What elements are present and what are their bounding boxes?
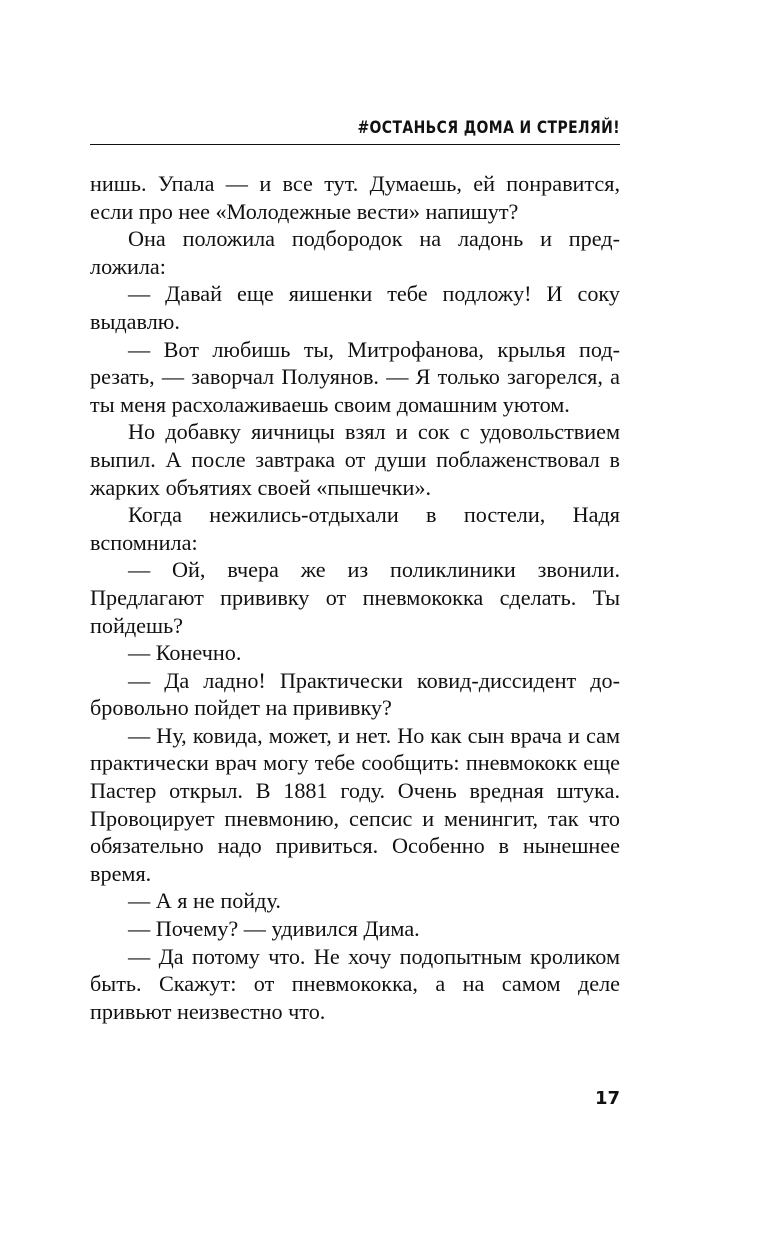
running-head: #ОСТАНЬСЯ ДОМА И СТРЕЛЯЙ!: [357, 118, 620, 138]
paragraph: Она положила подбородок на ладонь и предложила:: [90, 226, 620, 279]
paragraph: Но добавку яичницы взял и сок с удовольствием выпил. А после завтрака от души поблаженствовал в жарких объятиях своей «пышечки».: [90, 419, 620, 500]
body-text: [90, 170, 620, 1025]
dialogue-line: — Да потому что. Не хочу подопытным кроликом быть. Скажут: от пневмококка, а на самом деле привьют неизвестно что.: [90, 943, 620, 1024]
dialogue-line: — Конечно.: [128, 640, 242, 666]
paragraph: Когда нежились-отдыхали в постели, Надя вспомнила:: [90, 502, 620, 555]
dialogue-line: — Ой, вчера же из поликлиники звонили. Предлагают прививку от пневмококка сделать. Ты пойдешь?: [90, 557, 620, 638]
paragraph-continued: нишь. Упала — и все тут. Думаешь, ей понравится, если про нее «Молодежные вести» напишут?: [90, 171, 620, 224]
dialogue-line: — Да ладно! Практически ковид-диссидент добровольно пойдет на прививку?: [90, 667, 620, 721]
page-number: 17: [594, 1088, 620, 1109]
header-rule: [90, 144, 620, 145]
dialogue-line: — Ну, ковида, может, и нет. Но как сын врача и сам практически врач могу тебе сообщить: пневмококк еще Пастер открыл. В 1881 году. Очень вредная штука. Провоцирует пневмонию, сепсис и менингит, так что обязательно надо привиться. Особенно в нынешнее время.: [90, 722, 620, 886]
dialogue-line: — А я не пойду.: [128, 888, 281, 914]
dialogue-line: — Давай еще яишенки тебе подложу! И соку выдавлю.: [90, 281, 620, 334]
dialogue-line: — Почему? — удивился Дима.: [128, 916, 420, 942]
dialogue-line: — Вот любишь ты, Митрофанова, крылья подрезать, — заворчал Полуянов. — Я только загорелся, а ты меня расхолаживаешь своим домашним уютом.: [90, 336, 620, 417]
